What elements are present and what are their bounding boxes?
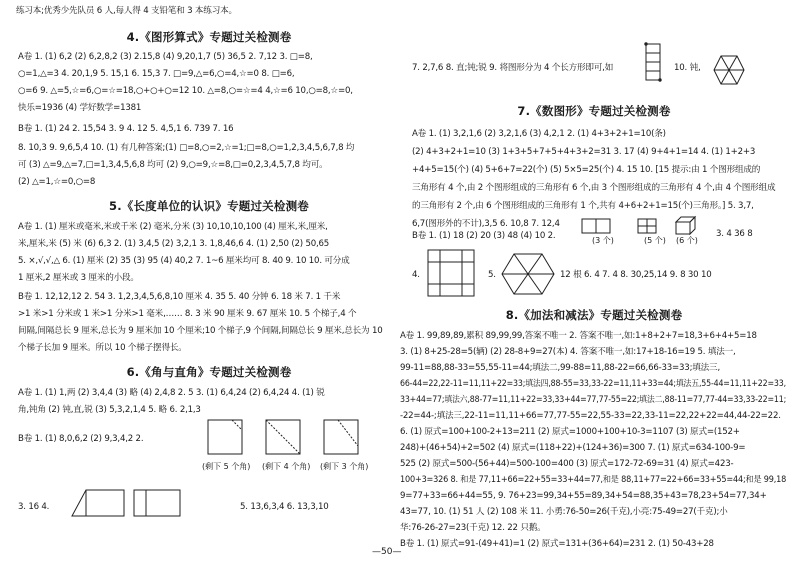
s8-line-11: 9=77+33=66+44=55, 9. 76+23=99,34+55=89,34+54=88,35+43=78,23+54=77,34+ <box>400 491 767 501</box>
section-8-title: 8.《加法和减法》专题过关检测卷 <box>505 308 683 322</box>
cross-grid-figure <box>426 248 476 298</box>
s7-b-line-b: 3. 4 36 8 <box>716 229 753 239</box>
corner-cut-squares-figure <box>198 416 368 468</box>
section-4-title: 4.《图形算式》专题过关检测卷 <box>126 30 292 44</box>
s7-line-3: +4+5=15(个) (4) 5+6+7=22(个) (5) 5×5=25(个) 4. 15 10. [15 提示:由 1 个图形组成的 <box>412 165 761 175</box>
s5-line-7: 间隔,间隔总长 9 厘米,总长为 9 厘米加 10 个厘米;10 个梯子,9 个间隔,间隔总长 9 厘米,总长为 10 <box>18 326 383 336</box>
s4-line-4: 快乐=1936 (4) 学好数学=1381 <box>18 103 142 113</box>
s4-line-7: 可 (3) △=9,△=7,□=1,3,4,5,6,8 均可 (2) 9,○=9,☆=8,□=0,2,3,4,5,7,8 均可。 <box>18 160 328 170</box>
s5-line-5: B卷 1. 12,12,12 2. 54 3. 1,2,3,4,5,6,8,10 厘米 4. 35 5. 40 分钟 6. 18 米 7. 1 千米 <box>18 292 341 302</box>
section-6-title: 6.《角与直角》专题过关检测卷 <box>126 365 292 379</box>
s6-line-5: 5. 13,6,3,4 6. 13,3,10 <box>240 502 329 512</box>
s7-b-line2-b: 5. <box>488 270 496 280</box>
caption-5-angles: (剩下 5 个角) <box>202 462 251 471</box>
s8-line-14: B卷 1. (1) 原式=91-(49+41)=1 (2) 原式=131+(36+64)=231 2. (1) 50-43+28 <box>400 539 714 549</box>
s8-line-9: 525 (2) 原式=500-(56+44)=500-100=400 (3) 原式=172-72-69=31 (4) 原式=423- <box>400 459 734 469</box>
rectangle-split-figure <box>634 42 672 82</box>
section-7-title: 7.《数图形》专题过关检测卷 <box>517 104 671 118</box>
s5-line-6: >1 米>1 分米或 1 米>1 分米>1 毫米,…… 8. 3 米 90 厘米 9. 67 厘米 10. 5 个梯子,4 个 <box>18 309 357 319</box>
s7-line-1: A卷 1. (1) 3,2,1,6 (2) 3,2,1,6 (3) 4,2,1 2. (1) 4+3+2+1=10(条) <box>412 129 666 139</box>
s4-line-5: B卷 1. (1) 24 2. 15,54 3. 9 4. 12 5. 4,5,1 6. 739 7. 16 <box>18 124 234 134</box>
caption-5: (5 个) <box>644 236 666 245</box>
s6-line-1: A卷 1. (1) 1,两 (2) 3,4,4 (3) 略 (4) 2,4,8 2. 5 3. (1) 6,4,24 (2) 6,4,24 4. (1) 锐 <box>18 388 325 398</box>
s7-b-line2-a: 4. <box>412 270 420 280</box>
intro-text: 练习本;优秀少先队员 6 人,每人得 4 支铅笔和 3 本练习本。 <box>16 6 237 16</box>
s8-line-5: 33+44=77;填法六,88-77=11,11+22=33,33+44=77,77-55=22;填法二,88-11=77,77-44=33,33-22=11; <box>400 395 787 405</box>
trapezoid-figure <box>66 486 186 520</box>
s4-line-2: ○=1,△=3 4. 20,1,9 5. 15,1 6. 15,3 7. □=9,△=6,○=4,☆=0 8. □=6, <box>18 69 295 79</box>
s8-line-6: -22=44-;填法三,22-11=11,11+66=77,77-55=22,55-33=22,33-11=22,22+22=44,44-22=22. <box>400 411 781 421</box>
s6-line-3: B卷 1. (1) 8,0,6,2 (2) 9,3,4,2 2. <box>18 434 144 444</box>
s8-line-2: 3. (1) 8+25-28=5(辆) (2) 28-8+9=27(本) 4. 答案不唯一,如:17+18-16=19 5. 填法一, <box>400 347 736 357</box>
page-number: —50— <box>372 547 402 557</box>
s4-line-8: (2) △=1,☆=0,○=8 <box>18 177 96 187</box>
s8-line-1: A卷 1. 99,89,89,累积 89,99,99,答案不唯一 2. 答案不唯一,如:1+8+2+7=18,3+6+4+5=18 <box>400 331 757 341</box>
top-line-a: 7. 2,7,6 8. 直;钝;锐 9. 将图形分为 4 个长方形即可,如 <box>412 63 614 73</box>
s5-line-4: 1 厘米,2 厘米或 3 厘米的小段。 <box>18 273 139 283</box>
s7-line-5: 的三角形有 2 个,由 6 个图形组成的三角形有 1 个,共有 4+6+2+1=15(个)三角形。] 5. 3,7, <box>412 201 754 211</box>
section-5-title: 5.《长度单位的认识》专题过关检测卷 <box>109 199 309 213</box>
s8-line-3: 99-11=88,88-33=55,55-11=44;填法二,99-88=11,88-22=66,66-33=33;填法三, <box>400 363 720 373</box>
caption-4-angles: (剩下 4 个角) <box>262 462 311 471</box>
caption-3-angles: (剩下 3 个角) <box>320 462 369 471</box>
top-line-b: 10. 钝, <box>674 63 701 73</box>
s8-line-13: 华:76-26-27=23(千克) 12. 22 只鹅。 <box>400 523 546 533</box>
s5-line-1: A卷 1. (1) 厘米或毫米,米或千米 (2) 毫米,分米 (3) 10,10,10,100 (4) 厘米,米,厘米, <box>18 222 328 232</box>
s8-line-4: 66-44=22,22-11=11,11+22=33;填法四,88-55=33,33-22=11,11+33=44;填法五,55-44=11,11+22=33, <box>400 379 786 389</box>
s7-b-line-a: B卷 1. (1) 18 (2) 20 (3) 48 (4) 10 2. <box>412 231 556 241</box>
s6-line-2: 角,钝角 (2) 钝,直,锐 (3) 5,3,2,1,4 5. 略 6. 2,1,3 <box>18 405 201 415</box>
s8-line-7: 6. (1) 原式=100+100-2+13=211 (2) 原式=1000+100+10-3=1107 (3) 原式=(152+ <box>400 427 740 437</box>
s4-line-6: 8. 10,3 9. 9,6,5,4 10. (1) 有几种答案;(1) □=8,○=2,☆=1;□=8,○=1,2,3,4,5,6,7,8 均 <box>18 143 355 153</box>
s6-line-4: 3. 16 4. <box>18 502 50 512</box>
s4-line-3: ○=6 9. △=5,☆=6,○=☆=18,○+○+○=12 10. △=8,○=☆=4 4,☆=6 10,○=8,☆=0, <box>18 86 353 96</box>
caption-6: (6 个) <box>676 236 698 245</box>
s5-line-2: 米,厘米,米 (5) 米 (6) 6,3 2. (1) 3,4,5 (2) 3,2,1 3. 1,8,46,6 4. (1) 2,50 (2) 50,65 <box>18 239 330 249</box>
s8-line-12: 43=77, 10. (1) 51 人 (2) 108 米 11. 小勇:76-50=26(千克),小亮:75-49=27(千克);小 <box>400 507 728 517</box>
s5-line-3: 5. ×,√,√,△ 6. (1) 厘米 (2) 35 (3) 95 (4) 40,2 7. 1~6 厘米均可 8. 40 9. 10 10. 可分成 <box>18 256 350 266</box>
s7-line-2: (2) 4+3+2+1=10 (3) 1+3+5+7+5+4+3+2=31 3. 17 (4) 9+4+1=14 4. (1) 1+2+3 <box>412 147 756 157</box>
s7-b-line2-c: 12 根 6. 4 7. 4 8. 30,25,14 9. 8 30 10 <box>560 270 712 280</box>
hexagon-figure <box>712 54 746 86</box>
s7-line-6: 6,7(图形外的不计),3,5 6. 10,8 7. 12,4 <box>412 219 560 229</box>
caption-3: (3 个) <box>592 236 614 245</box>
s5-line-8: 个梯子长加 9 厘米。所以 10 个梯子摆得长。 <box>18 343 187 353</box>
hexagon-triangles-figure <box>500 252 556 296</box>
s8-line-10: 100+3=326 8. 和是 77,11+66=22+55=33+44=77,和是 88,11+77=22+66=33+55=44;和是 99,18 <box>400 475 787 485</box>
s8-line-8: 248)+(46+54)+2=502 (4) 原式=(118+22)+(124+36)=300 7. (1) 原式=634-100-9= <box>400 443 746 453</box>
s4-line-1: A卷 1. (1) 6,2 (2) 6,2,8,2 (3) 2.15,8 (4) 9,20,1,7 (5) 36,5 2. 7,12 3. □=8, <box>18 52 313 62</box>
s7-line-4: 三角形有 4 个,由 2 个图形组成的三角形有 6 个,由 3 个图形组成的三角形有 4 个,由 4 个图形组成 <box>412 183 776 193</box>
